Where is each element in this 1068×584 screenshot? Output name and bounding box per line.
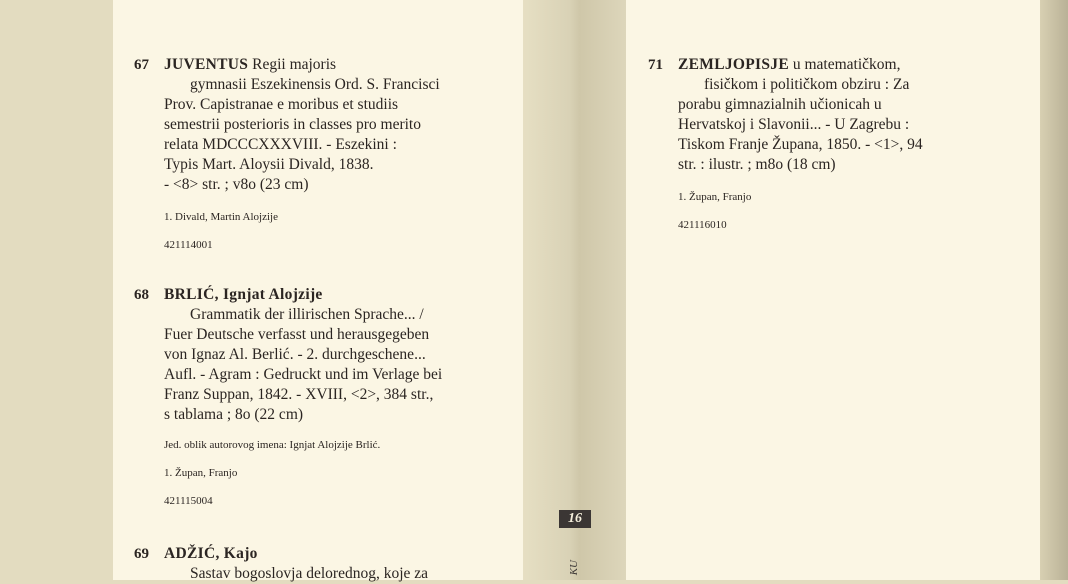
catalog-entry-69	[134, 544, 494, 584]
entry-line: s tablama ; 8o (22 cm)	[164, 406, 304, 423]
entry-number: 71	[648, 57, 663, 73]
entry-line: von Ignaz Al. Berlić. - 2. durchgeschene...	[164, 346, 426, 363]
entry-line: Aufl. - Agram : Gedruckt und im Verlage bei	[164, 366, 443, 383]
entry-line: Tiskom Franje Župana, 1850. - <1>, 94	[678, 136, 923, 153]
entry-note: 1. Župan, Franjo	[164, 467, 238, 479]
entry-heading: ADŽIĆ, Kajo	[164, 545, 258, 562]
entry-note: Jed. oblik autorovog imena: Ignjat Alojzije Brlić.	[164, 439, 381, 451]
call-number: 421114001	[164, 239, 213, 251]
entry-note: 1. Župan, Franjo	[678, 191, 752, 203]
catalog-entry-68	[134, 285, 494, 508]
entry-number: 68	[134, 287, 149, 303]
spine-text: KU	[568, 560, 580, 576]
entry-line: Typis Mart. Aloysii Divald, 1838.	[164, 156, 374, 173]
entry-heading: BRLIĆ, Ignjat Alojzije	[164, 286, 323, 303]
page-number: 16	[559, 510, 591, 528]
entry-line: - <8> str. ; v8o (23 cm)	[164, 176, 309, 193]
entry-line: semestrii posterioris in classes pro merito	[164, 116, 421, 133]
entry-note: 1. Divald, Martin Alojzije	[164, 211, 278, 223]
entry-line: Sastav bogoslovja delorednog, koje za	[190, 565, 429, 582]
catalog-entry-67	[134, 55, 494, 252]
entry-line: fisičkom i političkom obziru : Za	[704, 76, 910, 93]
entry-line: Grammatik der illirischen Sprache... /	[190, 306, 424, 323]
page-gutter	[523, 0, 626, 580]
entry-line: gymnasii Eszekinensis Ord. S. Francisci	[190, 76, 440, 93]
entry-line: Franz Suppan, 1842. - XVIII, <2>, 384 str.,	[164, 386, 434, 403]
entry-line: Fuer Deutsche verfasst und herausgegeben	[164, 326, 430, 343]
entry-line: relata MDCCCXXXVIII. - Eszekini :	[164, 136, 397, 153]
entry-heading: JUVENTUS Regii majoris	[164, 56, 337, 73]
entry-number: 69	[134, 546, 149, 562]
call-number: 421116010	[678, 219, 727, 231]
entry-line: Prov. Capistranae e moribus et studiis	[164, 96, 399, 113]
entry-line: str. : ilustr. ; m8o (18 cm)	[678, 156, 836, 173]
catalog-entry-71	[648, 55, 1018, 232]
entry-number: 67	[134, 57, 149, 73]
page-edge	[1040, 0, 1068, 580]
call-number: 421115004	[164, 495, 213, 507]
entry-heading: ZEMLJOPISJE u matematičkom,	[678, 56, 901, 73]
entry-line: Hervatskoj i Slavonii... - U Zagrebu :	[678, 116, 910, 133]
entry-line: porabu gimnazialnih učionicah u	[678, 96, 882, 113]
